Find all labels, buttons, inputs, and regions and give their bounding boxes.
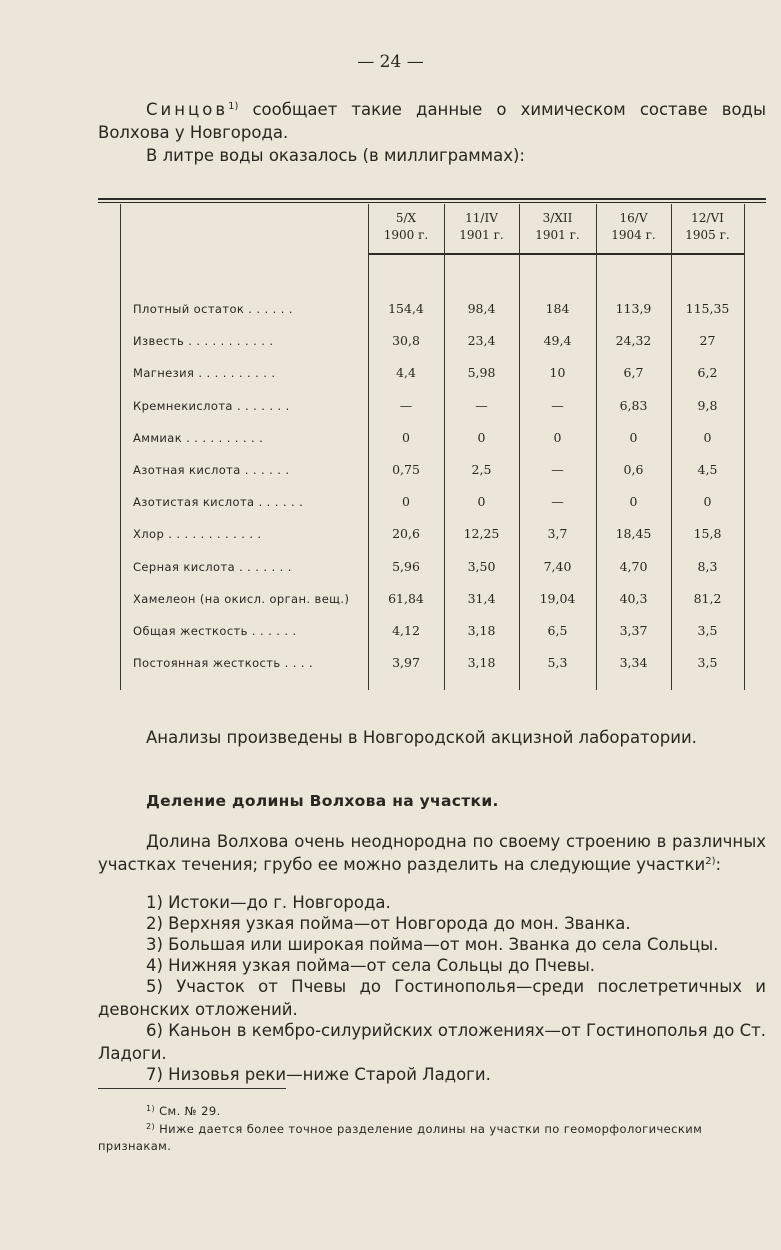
table-cell: 0 [402, 494, 410, 510]
column-header: 16/V 1904 г. [611, 211, 656, 242]
row-label: Хлор . . . . . . . . . . . . [133, 527, 262, 542]
table-cell: 154,4 [388, 301, 424, 316]
table-cell: — [551, 494, 564, 510]
table-cell: 5,3 [547, 655, 568, 671]
table-cell: 3,97 [392, 655, 420, 671]
row-label: Известь . . . . . . . . . . . [133, 334, 274, 349]
table-cell: 23,4 [467, 333, 496, 349]
chemistry-table [98, 198, 766, 690]
page-number: — 24 — [357, 52, 424, 72]
section-paragraph [98, 830, 766, 876]
table-col-divider [444, 204, 445, 690]
list-item: 3) Большая или широкая пойма—от мон. Званка до села Сольцы. [146, 935, 719, 954]
column-header: 12/VI 1905 г. [685, 211, 730, 242]
table-cell: 27 [699, 333, 716, 349]
table-cell: 3,18 [467, 623, 496, 638]
table-cell: 5,96 [392, 558, 420, 574]
table-cell: 3,18 [467, 655, 496, 671]
row-label: Магнезия . . . . . . . . . . [133, 366, 276, 381]
table-top-rule [98, 198, 766, 200]
table-cell: 6,5 [547, 623, 568, 638]
table-cell: 3,7 [547, 526, 568, 542]
table-cell: 98,4 [467, 301, 496, 316]
table-cell: 40,3 [619, 590, 648, 606]
table-cell: 5,98 [467, 365, 496, 381]
table-top-rule-2 [98, 202, 766, 203]
table-cell: 49,4 [543, 333, 572, 349]
analysis-note: Анализы произведены в Новгородской акцизной лаборатории. [146, 728, 697, 747]
footnote-ref-2: 2) [705, 856, 716, 867]
table-cell: 24,32 [615, 333, 652, 349]
table-cell: — [551, 462, 564, 477]
table-label-divider [368, 204, 369, 690]
table-cell: 10 [549, 365, 566, 381]
table-cell: 0 [477, 494, 486, 510]
list-item: 4) Нижняя узкая пойма—от села Сольцы до Пчевы. [146, 956, 596, 975]
intro-paragraph [98, 98, 766, 144]
table-cell: — [399, 397, 413, 413]
table-cell: 15,8 [693, 526, 722, 542]
intro-paragraph-2: В литре воды оказалось (в миллиграммах): [146, 146, 525, 165]
table-cell: 8,3 [697, 558, 718, 574]
intro-text: сообщает такие данные о химическом составе воды Волхова у Новгорода. [98, 100, 766, 142]
table-cell: 0 [703, 429, 712, 445]
table-cell: 4,12 [392, 623, 420, 638]
table-cell: 12,25 [463, 526, 500, 542]
table-cell: 0 [402, 429, 410, 445]
section-paragraph-text: Долина Волхова очень неоднородна по своему строению в различных участках течения; грубо ее можно разделить на следующие участки [98, 832, 766, 874]
footnote-ref-1: 1) [228, 101, 239, 112]
table-cell: 3,34 [619, 655, 648, 671]
row-label: Азотная кислота . . . . . . [133, 463, 290, 477]
table-cell: 184 [545, 301, 570, 316]
row-label: Кремнекислота . . . . . . . [133, 398, 290, 413]
row-label: Хамелеон (на окисл. орган. вещ.) [133, 591, 350, 606]
author-name: Синцов [146, 100, 229, 119]
table-col-divider [596, 204, 597, 690]
table-right-border [744, 204, 745, 690]
table-cell: 6,2 [697, 365, 718, 381]
list-item: 2) Верхняя узкая пойма—от Новгорода до мон. Званка. [146, 914, 631, 933]
table-cell: 0 [629, 494, 638, 510]
footnote: $^{2)}$ Ниже дается более точное разделение долины на участки по геоморфологическим признакам. [98, 1122, 703, 1153]
table-cell: 61,84 [388, 590, 424, 606]
table-cell: 2,5 [471, 462, 492, 477]
footnote-rule [98, 1088, 286, 1089]
table-cell: 113,9 [615, 301, 652, 316]
row-label: Общая жесткость . . . . . . [133, 624, 297, 638]
table-cell: 18,45 [615, 526, 652, 542]
column-header: 5/X 1900 г. [383, 211, 429, 242]
table-cell: 3,5 [697, 655, 718, 671]
table-cell: — [551, 397, 564, 413]
row-label: Плотный остаток . . . . . . [133, 302, 293, 316]
table-cell: — [475, 397, 488, 413]
table-col-divider [671, 204, 672, 690]
table-cell: 31,4 [467, 590, 496, 606]
table-cell: 4,70 [619, 558, 648, 574]
list-item: 7) Низовья реки—ниже Старой Ладоги. [146, 1065, 491, 1084]
table-cell: 7,40 [543, 558, 572, 574]
row-label: Постоянная жесткость . . . . [133, 656, 313, 671]
table-cell: 20,6 [392, 526, 420, 542]
table-cell: 81,2 [693, 590, 722, 606]
table-cell: 3,5 [697, 623, 718, 638]
list-item: 6) Каньон в кембро-силурийских отложениях—от Гостинополья до Ст. Ладоги. [98, 1021, 766, 1063]
table-cell: 6,83 [619, 397, 648, 413]
row-label: Азотистая кислота . . . . . . [133, 495, 304, 510]
section-paragraph-tail: : [715, 855, 722, 874]
table-cell: 3,37 [619, 623, 648, 638]
table-header-rule [368, 253, 744, 255]
table-cell: 0,6 [623, 462, 644, 477]
table-cell: 6,7 [623, 365, 644, 381]
section-heading: Деление долины Волхова на участки. [146, 792, 499, 810]
table-cell: 0,75 [392, 462, 420, 477]
table-left-border [120, 204, 121, 690]
list-item: 1) Истоки—до г. Новгорода. [146, 893, 391, 912]
table-cell: 0 [477, 429, 486, 445]
table-col-divider [519, 204, 520, 690]
table-cell: 9,8 [697, 397, 718, 413]
column-header: 11/IV 1901 г. [459, 211, 504, 242]
table-cell: 4,4 [396, 365, 416, 381]
table-cell: 0 [703, 494, 712, 510]
row-label: Аммиак . . . . . . . . . . [133, 430, 264, 445]
column-header: 3/XII 1901 г. [535, 211, 580, 242]
footnote: $^{1)}$ См. № 29. [146, 1104, 221, 1118]
table-cell: 0 [629, 429, 638, 445]
table-cell: 4,5 [697, 462, 718, 477]
table-cell: 115,35 [685, 301, 730, 316]
table-cell: 19,04 [539, 590, 576, 606]
table-cell: 30,8 [392, 333, 420, 349]
table-cell: 3,50 [467, 558, 496, 574]
table-cell: 0 [553, 429, 562, 445]
row-label: Серная кислота . . . . . . . [133, 559, 292, 574]
list-item: 5) Участок от Пчевы до Гостинополья—среди послетретичных и девонских отложений. [98, 977, 766, 1019]
